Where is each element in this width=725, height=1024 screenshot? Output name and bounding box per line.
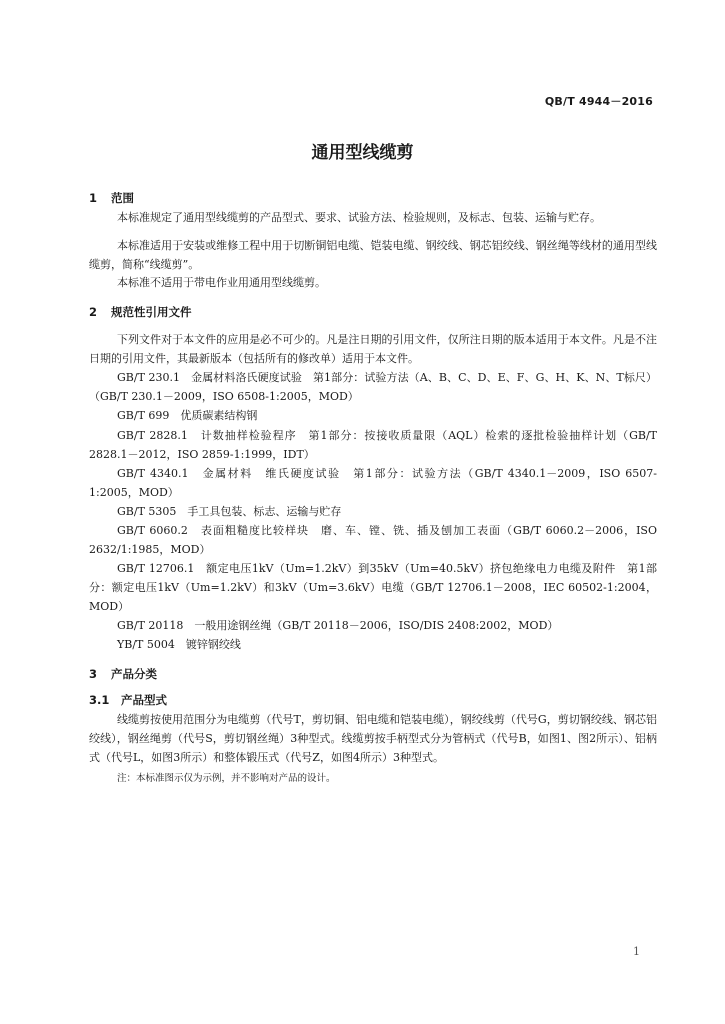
section-2-heading <box>89 304 192 320</box>
reference-item: GB/T 6060.2 表面粗糙度比较样块 磨、车、镗、铣、插及刨加工表面（GB/T 6060.2－2006，ISO 2632/1:1985，MOD） <box>89 524 657 556</box>
subsection-title: 产品型式 <box>121 693 167 707</box>
section-number: 1 <box>89 191 98 205</box>
section-title: 产品分类 <box>111 667 157 681</box>
reference-item: GB/T 20118 一般用途钢丝绳（GB/T 20118－2006，ISO/DIS 2408:2002，MOD） <box>117 619 559 632</box>
reference-item: GB/T 699 优质碳素结构钢 <box>117 409 258 422</box>
section-title: 规范性引用文件 <box>111 305 192 319</box>
scope-paragraph-1: 本标准规定了通用型线缆剪的产品型式、要求、试验方法、检验规则，及标志、包装、运输与贮存。 <box>117 211 601 224</box>
section-title: 范围 <box>111 191 134 205</box>
reference-item: GB/T 12706.1 额定电压1kV（Um=1.2kV）到35kV（Um=40.5kV）挤包绝缘电力电缆及附件 第1部分：额定电压1kV（Um=1.2kV）和3kV（Um=3.6kV）电缆（GB/T 12706.1－2008，IEC 60502-1:2004，MOD） <box>89 562 657 613</box>
standard-code: QB/T 4944－2016 <box>544 95 653 108</box>
section-3-heading <box>89 666 157 682</box>
figure-note: 注：本标准图示仅为示例，并不影响对产品的设计。 <box>117 773 336 784</box>
references-intro: 下列文件对于本文件的应用是必不可少的。凡是注日期的引用文件，仅所注日期的版本适用于本文件。凡是不注日期的引用文件，其最新版本（包括所有的修改单）适用于本文件。 <box>89 333 657 365</box>
reference-item: GB/T 5305 手工具包装、标志、运输与贮存 <box>117 505 342 518</box>
section-number: 2 <box>89 305 98 319</box>
reference-item: GB/T 230.1 金属材料洛氏硬度试验 第1部分：试验方法（A、B、C、D、E、F、G、H、K、N、T标尺）（GB/T 230.1－2009，ISO 6508-1:2005，MOD） <box>89 371 657 403</box>
scope-paragraph-2: 本标准适用于安装或维修工程中用于切断铜铝电缆、铠装电缆、钢绞线、钢芯铝绞线、钢丝绳等线材的通用型线缆剪，简称“线缆剪”。 <box>89 239 657 271</box>
page-number: 1 <box>633 945 640 958</box>
document-title: 通用型线缆剪 <box>311 143 414 163</box>
product-type-paragraph: 线缆剪按使用范围分为电缆剪（代号T，剪切铜、铝电缆和铠装电缆），钢绞线剪（代号G，剪切钢绞线、钢芯铝绞线），钢丝绳剪（代号S，剪切钢丝绳）3种型式。线缆剪按手柄型式分为管柄式（代号B，如图1、图2所示）、铝柄式（代号L，如图3所示）和整体锻压式（代号Z，如图4所示）3种型式。 <box>89 713 657 764</box>
subsection-3-1-heading <box>89 692 167 708</box>
reference-item: GB/T 4340.1 金属材料 维氏硬度试验 第1部分：试验方法（GB/T 4340.1－2009，ISO 6507-1:2005，MOD） <box>89 467 657 499</box>
reference-item: GB/T 2828.1 计数抽样检验程序 第1部分：按接收质量限（AQL）检索的逐批检验抽样计划（GB/T 2828.1－2012，ISO 2859-1:1999，IDT） <box>89 429 657 461</box>
reference-item: YB/T 5004 镀锌钢绞线 <box>117 638 241 651</box>
section-number: 3 <box>89 667 98 681</box>
scope-paragraph-3: 本标准不适用于带电作业用通用型线缆剪。 <box>117 276 326 289</box>
subsection-number: 3.1 <box>89 693 110 707</box>
section-1-heading <box>89 190 134 206</box>
